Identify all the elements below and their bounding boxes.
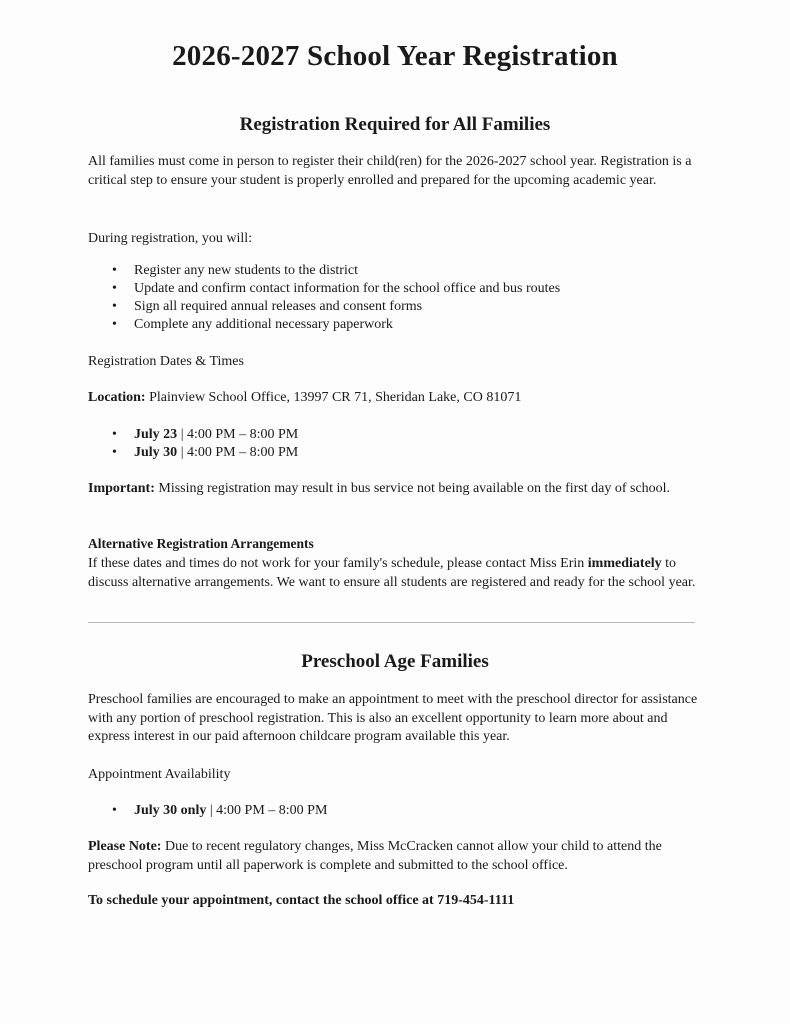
bullet-icon: • bbox=[112, 281, 117, 296]
list-item: • Sign all required annual releases and consent forms bbox=[112, 299, 423, 314]
bullet-icon: • bbox=[112, 299, 117, 314]
registration-dates-list bbox=[108, 426, 708, 462]
page-title: 2026-2027 School Year Registration bbox=[172, 40, 618, 72]
section-heading-preschool: Preschool Age Families bbox=[301, 651, 489, 672]
registration-task-list bbox=[108, 262, 708, 334]
registration-intro: All families must come in person to register their child(ren) for the 2026-2027 school year. Registration is a critical step to ensure your student is properly enrolled and prepared for the upcoming academic year. bbox=[88, 154, 692, 188]
please-note-text: Due to recent regulatory changes, Miss McCracken cannot allow your child to attend the preschool program until all paperwork is complete and submitted to the school office. bbox=[88, 839, 662, 873]
important-text: Missing registration may result in bus service not being available on the first day of school. bbox=[158, 481, 671, 496]
contact-line: To schedule your appointment, contact the school office at 719-454-1111 bbox=[88, 893, 515, 908]
important-label: Important: bbox=[88, 481, 155, 496]
preschool-intro: Preschool families are encouraged to make an appointment to meet with the preschool director for assistance with any portion of preschool registration. This is also an excellent opportunity to learn more about and express interest in our paid afternoon childcare program available this year. bbox=[88, 692, 698, 744]
please-note-label: Please Note: bbox=[88, 839, 162, 854]
location-line bbox=[88, 389, 703, 408]
location-text: Plainview School Office, 13997 CR 71, Sheridan Lake, CO 81071 bbox=[149, 390, 522, 405]
bullet-icon: • bbox=[112, 803, 117, 818]
alternative-heading: Alternative Registration Arrangements bbox=[88, 536, 314, 551]
list-item: • July 30 only | 4:00 PM – 8:00 PM bbox=[112, 803, 328, 818]
list-item: • Update and confirm contact information for the school office and bus routes bbox=[112, 281, 561, 296]
bullet-icon: • bbox=[112, 445, 117, 460]
list-item: • Register any new students to the district bbox=[112, 263, 358, 278]
important-note bbox=[88, 480, 703, 499]
list-item: • July 30 | 4:00 PM – 8:00 PM bbox=[112, 445, 299, 460]
list-item: • July 23 | 4:00 PM – 8:00 PM bbox=[112, 427, 299, 442]
appointment-availability-label: Appointment Availability bbox=[88, 767, 231, 782]
during-registration-label: During registration, you will: bbox=[88, 231, 253, 246]
section-heading-registration: Registration Required for All Families bbox=[239, 114, 551, 135]
alternative-text: If these dates and times do not work for your family's schedule, please contact Miss Erin immediately to discuss alternative arrangements. We want to ensure all students are registered and ready for the school year. bbox=[88, 556, 696, 590]
bullet-icon: • bbox=[112, 317, 117, 332]
dates-times-label: Registration Dates & Times bbox=[88, 354, 244, 369]
immediately-emphasis: immediately bbox=[587, 556, 662, 571]
location-label: Location: bbox=[88, 390, 146, 405]
bullet-icon: • bbox=[112, 427, 117, 442]
appointment-slots-list bbox=[108, 802, 708, 820]
section-divider bbox=[88, 622, 695, 623]
bullet-icon: • bbox=[112, 263, 117, 278]
please-note bbox=[88, 838, 703, 875]
list-item: • Complete any additional necessary paperwork bbox=[112, 317, 393, 332]
